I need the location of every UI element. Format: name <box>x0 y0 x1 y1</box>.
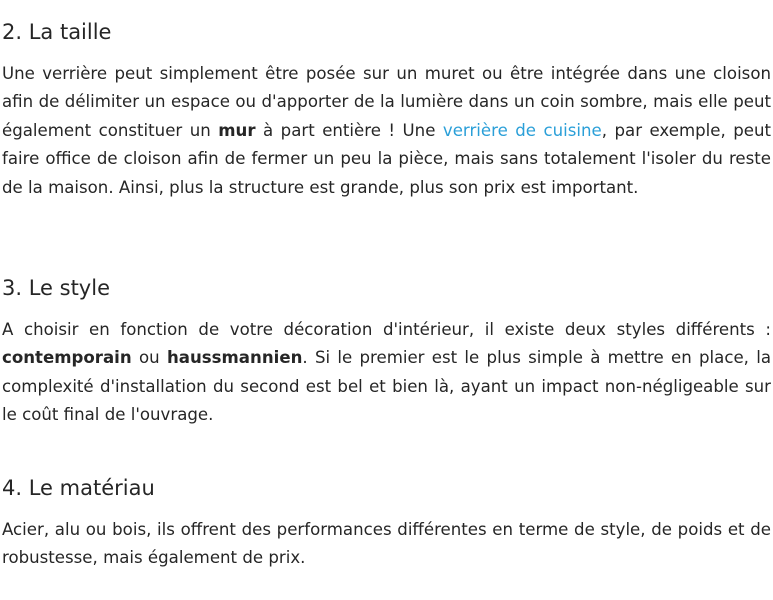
paragraph-text: , par exemple, peut faire office de cloison afin de fermer un peu la pièce, mais sans totalement l'isoler du reste de la maison. Ainsi, plus la structure est grande, plus son prix est important. <box>2 120 771 197</box>
bold-keyword-contemporain: contemporain <box>2 348 132 368</box>
bold-keyword-haussmannien: haussmannien <box>166 348 303 368</box>
link-verriere-de-cuisine[interactable]: verrière de cuisine <box>442 120 602 140</box>
section-paragraph <box>2 316 771 430</box>
section-le-style <box>2 274 771 430</box>
section-heading: 3. Le style <box>2 276 110 300</box>
paragraph-text: à part entière ! Une <box>255 120 443 140</box>
paragraph-text: ou <box>131 348 167 368</box>
section-heading: 4. Le matériau <box>2 476 155 500</box>
paragraph-text: Acier, alu ou bois, ils offrent des performances différentes en terme de style, de poids et de robustesse, mais également de prix. <box>2 520 771 568</box>
section-la-taille <box>2 18 771 202</box>
section-heading: 2. La taille <box>2 20 112 44</box>
section-paragraph <box>2 60 771 202</box>
bold-keyword-mur: mur <box>218 120 256 140</box>
section-paragraph <box>2 516 771 573</box>
paragraph-text: A choisir en fonction de votre décoration d'intérieur, il existe deux styles différents : <box>2 320 771 339</box>
paragraph-text: Une verrière peut simplement être posée sur un muret ou être intégrée dans une cloison afin de délimiter un espace ou d'apporter de la lumière dans un coin sombre, mais elle peut également constituer un <box>2 64 771 140</box>
section-le-materiau <box>2 474 771 573</box>
paragraph-text: . Si le premier est le plus simple à mettre en place, la complexité d'installation du second est bel et bien là, ayant un impact non-négligeable sur le coût final de l'ouvrage. <box>2 348 771 425</box>
